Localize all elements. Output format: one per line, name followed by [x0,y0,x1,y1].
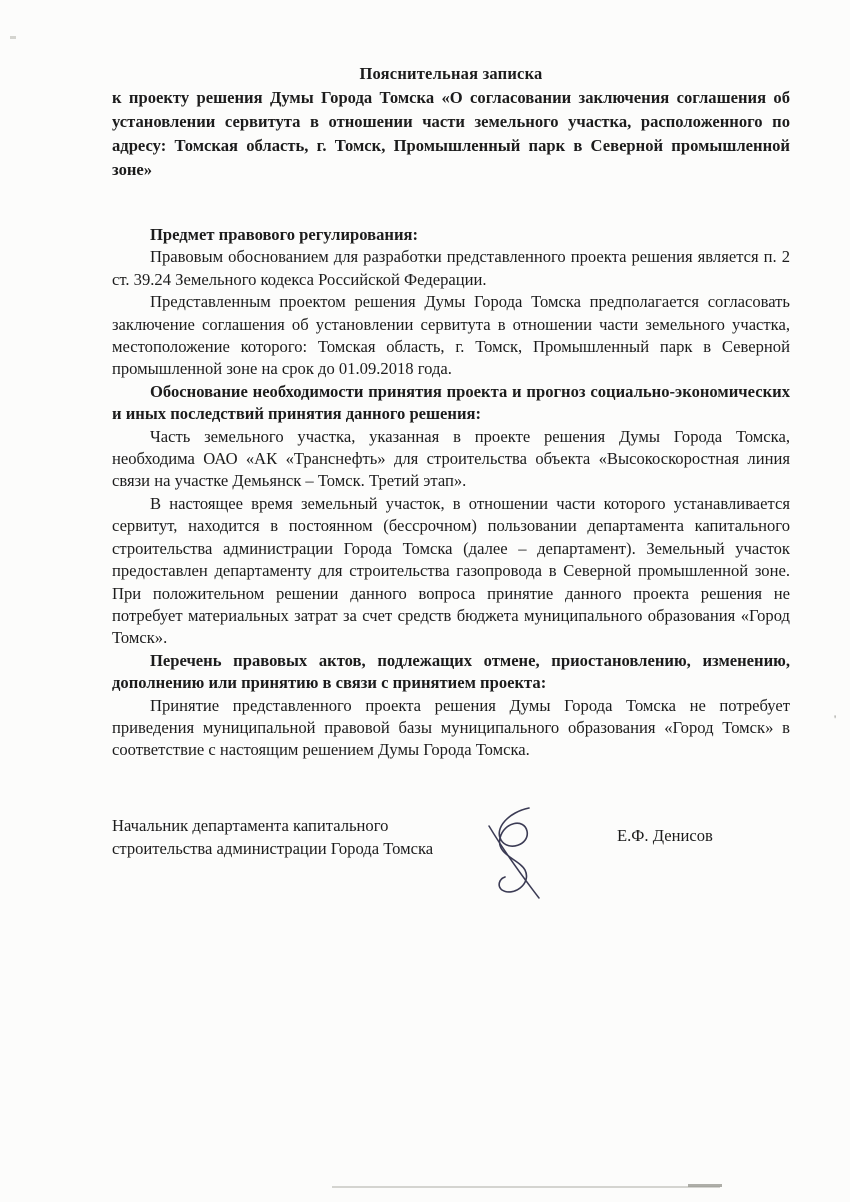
paragraph-body: Правовым обоснованием для разработки представленного проекта решения является п. 2 ст. 39.24 Земельного кодекса Российской Федерации. [112,247,790,289]
paragraph-heading: Обоснование необходимости принятия проекта и прогноз социально-экономических и иных последствий принятия данного решения: [112,381,790,424]
scan-artifact-bottom-line [332,1186,720,1188]
signature-block [112,814,790,944]
signatory-name: Е.Ф. Денисов [617,825,713,845]
paragraph-heading: Предмет правового регулирования: [150,225,419,244]
scan-artifact-right-tick: ' [834,712,837,726]
section-gap [112,182,790,224]
scan-artifact-topleft-speck [10,36,16,39]
handwritten-signature-icon [467,800,587,910]
document-title: Пояснительная записка [359,64,543,83]
paragraph-heading: Перечень правовых актов, подлежащих отмене, приостановлению, изменению, дополнению или принятию в связи с принятием проекта: [112,650,790,693]
signatory-position [112,814,482,860]
paragraph-body: Часть земельного участка, указанная в проекте решения Думы Города Томска, необходима ОАО «АК «Транснефть» для строительства объекта «Высокоскоростная линия связи на участке Демьянск – Томск. Третий этап». [112,426,790,491]
paragraph-body: В настоящее время земельный участок, в отношении части которого устанавливается сервитут, находится в постоянном (бессрочном) пользовании департамента капитального строительства администрации Города Томска (далее – департамент). Земельный участок предоставлен департаменту для строительства газопровода в Северной промышленной зоне. При положительном решении данного вопроса принятие данного проекта решения не потребует материальных затрат за счет средств бюджета муниципального образования «Город Томск». [112,493,790,648]
paragraph-body: Представленным проектом решения Думы Города Томска предполагается согласовать заключение соглашения об установлении сервитута в отношении части земельного участка, местоположение которого: Томская область, г. Томск, Промышленный парк в Северной промышленной зоне на срок до 01.09.2018 года. [112,292,790,379]
scan-artifact-bottom-dash [688,1184,722,1187]
paragraph-body: Принятие представленного проекта решения Думы Города Томска не потребует приведения муниципальной правовой базы муниципального образования «Город Томск» в соответствие с настоящим решением Думы Города Томска. [112,695,790,760]
signatory-position-line1: Начальник департамента капитального [112,815,389,835]
document-subtitle: к проекту решения Думы Города Томска «О согласовании заключения соглашения об установлении сервитута в отношении части земельного участка, расположенного по адресу: Томская область, г. Томск, Промышленный парк в Северной промышленной зоне» [112,88,790,179]
signatory-position-line2: строительства администрации Города Томска [112,838,434,858]
